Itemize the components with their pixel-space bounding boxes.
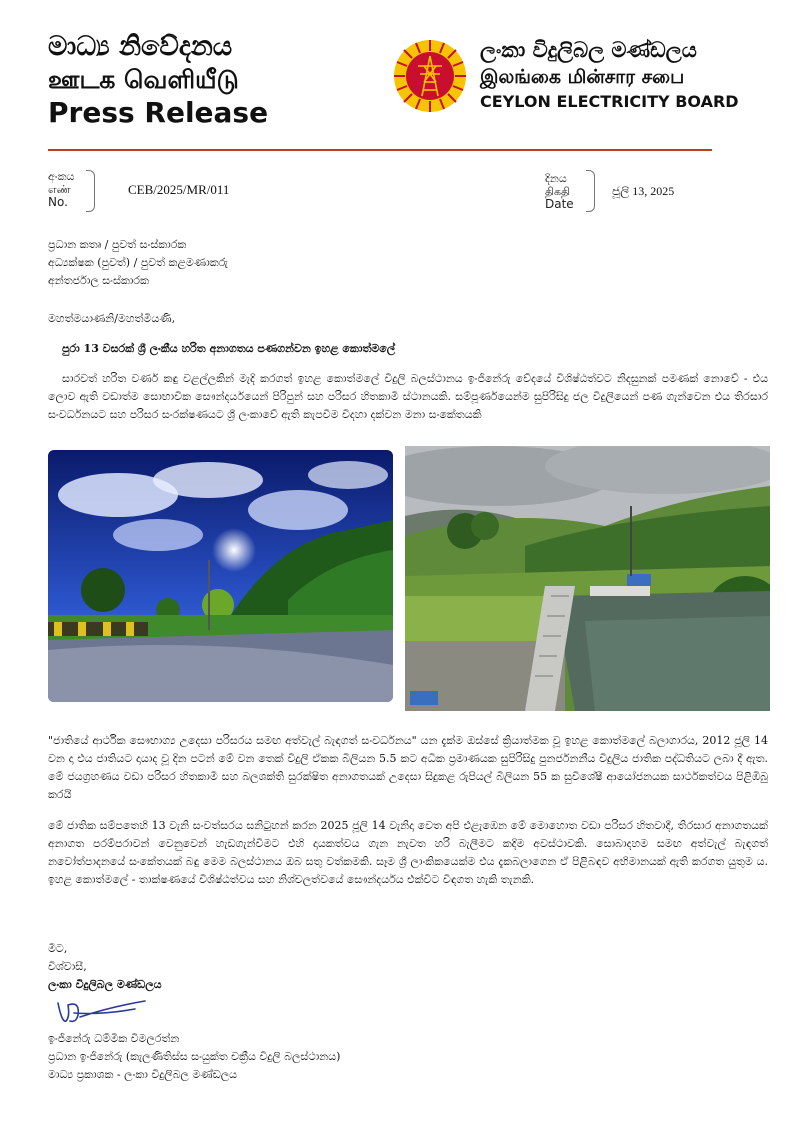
release-title: පුරා 13 වසරක් ශ්‍රී ලංකීය හරිත අනාගතය පණගන්වන ඉහළ කොත්මලේ: [62, 342, 396, 355]
date-bracket: [586, 170, 595, 212]
ceb-logo-icon: [392, 38, 468, 114]
paragraph-1: සාරවත් හරිත වර්ණ කඳු වළල්ලකින් මැදි කරගත් ඉහළ කොත්මලේ විදුලි බලස්ථානය ඉංජිනේරු වේදයේ විශිෂ්ඨත්වට නිදසුනක් පමණක් නොවේ - එය ලොව ඇති වඩාත්ම සොභාවික සෞන්දර්යයෙන් පිරිපුන් සහ පරිසර හිතකාමී ස්ථානයකි. සම්පූර්ණයෙන්ම සුපිරිසිදු ජල විදුලියෙන් පණ ගැන්වෙන එය තිරසාර සංවර්ධනයට සහ පරිසර සංරක්ෂණයට ශ්‍රී ලංකාවේ ඇති කැපවීම විදහා දක්වන මනා සංකේතයකි: [48, 372, 768, 421]
signer-block: [48, 1030, 340, 1084]
press-release-heading: [48, 30, 268, 130]
ref-no-label: [48, 170, 74, 209]
signature-icon: [50, 995, 150, 1027]
date-label-ta: திகதி: [545, 185, 571, 198]
header-divider: [48, 149, 712, 151]
tamil-title: ஊடக வெளியீடு: [48, 65, 239, 94]
no-label-ta: எண்: [48, 183, 71, 196]
organization-name: [480, 36, 739, 114]
night-plant-photo: [48, 450, 393, 702]
signer-role: මාධ්‍ය ප්‍රකාශක - ලංකා විදුලිබල මණ්ඩලය: [48, 1068, 238, 1081]
org-tamil: இலங்கை மின்சார சபை: [480, 66, 685, 88]
date-label: [545, 172, 574, 211]
date-value: ජූලි 13, 2025: [612, 184, 675, 198]
dam-reservoir-photo: [405, 446, 770, 711]
closing-org: ලංකා විදුලිබල මණ්ඩලය: [48, 978, 162, 991]
date-label-en: Date: [545, 197, 574, 211]
recipients-list: [48, 236, 228, 290]
english-title: Press Release: [48, 96, 269, 129]
recipient: ප්‍රධාන කතෘ / පුවත් සංස්කාරක: [48, 238, 187, 251]
ref-number: CEB/2025/MR/011: [128, 182, 230, 197]
no-label-en: No.: [48, 195, 68, 209]
closing-line: මීට,: [48, 942, 68, 955]
no-label-si: අංකය: [48, 170, 75, 183]
paragraph-2: "ජාතියේ ආර්ථික සෞභාග්‍ය උදෙසා පරිසරය සමඟ අත්වැල් බැඳගත් සංවර්ධනය" යන දැක්ම ඔස්සේ ක්‍රියාත්මක වූ ඉහළ කොත්මලේ බලාගාරය, 2012 ජූලි 14 වන දා එය ජාතියට දායාද වූ දින පටන් මේ වන තෙක් විදුලි ඒකක බිලියන 5.5 කට අධික ප්‍රමාණයක සුපිරිසිදු පුනර්ජනනීය විදුලිය ජාතික පද්ධතියට ලබා දී ඇත. මේ ජයග්‍රහණය වඩා පරිසර හිතකාමී සහ බලශක්ති සුරක්ෂිත අනාගතයක් උදෙසා සිදුකළ රුපියල් බිලියන 55 ක සුවිශේෂී ආයෝජනයක සාර්ථකත්වය පිළිඹිබු කරයි: [48, 734, 769, 801]
org-english: CEYLON ELECTRICITY BOARD: [480, 92, 739, 111]
ref-bracket: [86, 170, 95, 212]
closing-line: විශ්වාසී,: [48, 960, 87, 973]
date-label-si: දිනය: [545, 172, 567, 185]
signer-name: ඉංජිනේරු ධම්මික විමලරත්න: [48, 1032, 180, 1045]
signer-position: ප්‍රධාන ඉංජිනේරු (කැලණිතිස්ස සංයුක්ත චක්‍රීය විදුලි බලස්ථානය): [48, 1050, 341, 1063]
closing-block: [48, 940, 162, 994]
sinhala-title: මාධ්‍ය නිවේදනය: [48, 31, 233, 62]
recipient: අධ්‍යක්ෂක (පුවත්) / පුවත් කළමණාකරු: [48, 256, 228, 269]
paragraph-3: මේ ජාතික සම්පතෙහි 13 වැනි සංවත්සරය සනිටුහන් කරන 2025 ජූලි 14 වැනිදා වෙත අපි එළැඹෙන මේ මොහොත වඩා පරිසර හිතවාදී, තිරසාර අනාගතයක් අනාගත පරම්පරාවන් වෙනුවෙන් හැඩගැන්වීමට එහි දායකත්වය ගැන නැවත හරි බැලීමට කදිම අවස්ථාවකි. සොබාදහම සමඟ අත්වැල් බැඳගත් නවෝත්පාදනයේ සංකේතයක් බඳු මෙම බලස්ථානය ඔබ සතු වත්කමකි. සෑම ශ්‍රී ලාංකිකයෙක්ම එය දැකබලාගෙන ඒ පිළිබඳව අභිමානයක් ඇති කරගත යුතුම ය. ඉහළ කොත්මලේ - තාක්ෂණයේ විශිෂ්ඨත්වය සහ නිශ්චලත්වයේ සෞන්දර්යය එක්විට විඳගත හැකි තැනකි.: [48, 819, 768, 886]
recipient: අන්තර්ජාල සංස්කාරක: [48, 274, 149, 287]
org-sinhala: ලංකා විදුලිබල මණ්ඩලය: [480, 38, 697, 62]
salutation: මහත්මයාණනි/මහත්මියණි,: [48, 312, 176, 325]
